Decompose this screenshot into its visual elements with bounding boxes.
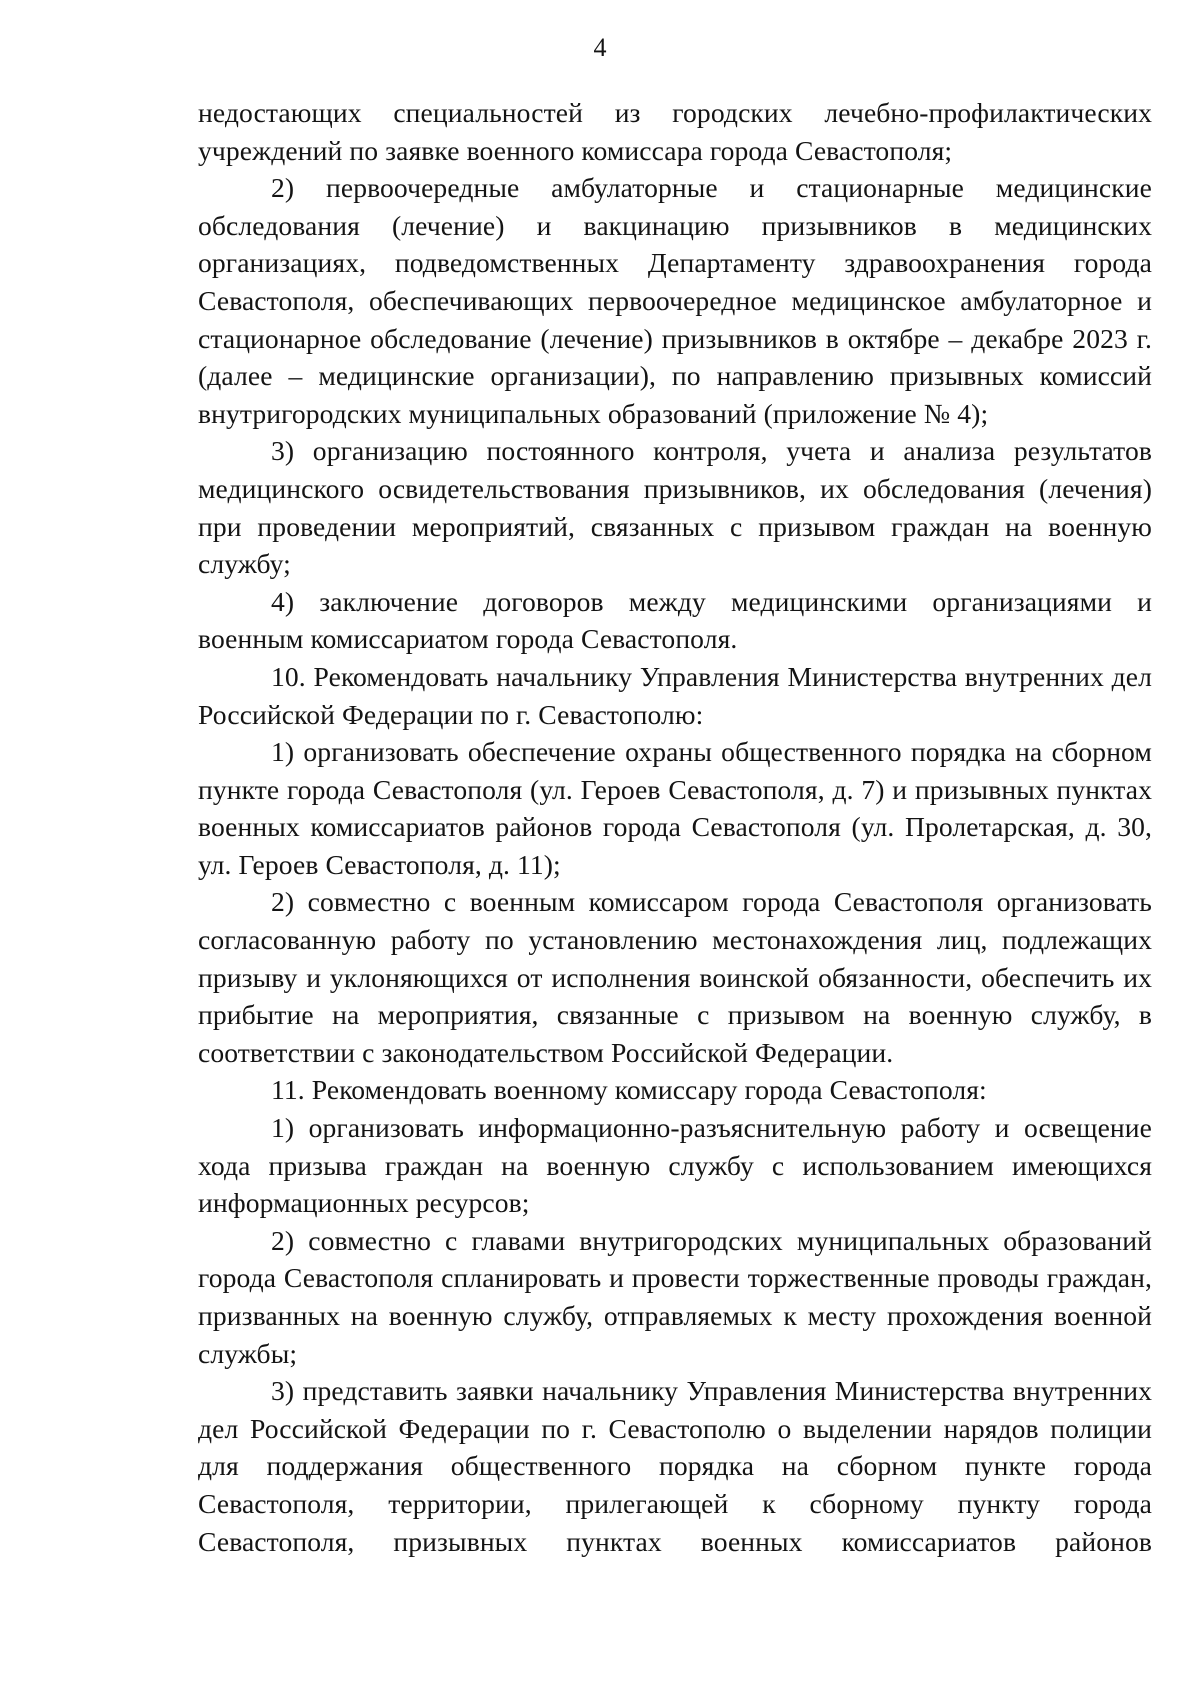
paragraph-continuation: недостающих специальностей из городских лечебно-профилактических учреждений по заявке военного комиссара города Севастополя;: [198, 97, 1152, 166]
paragraph-section-10-item-2: 2) совместно с военным комиссаром города Севастополя организовать согласованную работу по установлению местонахождения лиц, подлежащих призыву и уклоняющихся от исполнения воинской обязанности, обеспечить их прибытие на мероприятия, связанные с призывом на военную службу, в соответствии с законодательством Российской Федерации.: [198, 886, 1152, 1068]
paragraph-section-11-item-2: 2) совместно с главами внутригородских муниципальных образований города Севастополя спланировать и провести торжественные проводы граждан, призванных на военную службу, отправляемых к месту прохождения военной службы;: [198, 1224, 1152, 1369]
paragraph-section-10-item-1: 1) организовать обеспечение охраны общественного порядка на сборном пункте города Севастополя (ул. Героев Севастополя, д. 7) и призывных пунктах военных комиссариатов районов города Севастополя (ул. Пролетарская, д. 30, ул. Героев Севастополя, д. 11);: [198, 736, 1152, 880]
paragraph-item-3-control-analysis: 3) организацию постоянного контроля, учета и анализа результатов медицинского освидетельствования призывников, их обследования (лечения) при проведении мероприятий, связанных с призывом граждан на военную службу;: [198, 435, 1152, 580]
paragraph-section-11-item-1: 1) организовать информационно-разъяснительную работу и освещение хода призыва граждан на военную службу с использованием имеющихся информационных ресурсов;: [198, 1112, 1152, 1219]
paragraph-section-11: 11. Рекомендовать военному комиссару города Севастополя:: [271, 1074, 987, 1106]
document-body: [198, 94, 1152, 1560]
paragraph-section-10: 10. Рекомендовать начальнику Управления Министерства внутренних дел Российской Федерации по г. Севастополю:: [198, 660, 1152, 730]
paragraph-item-4-contracts: 4) заключение договоров между медицинскими организациями и военным комиссариатом города Севастополя.: [198, 585, 1152, 655]
paragraph-section-11-item-3: 3) представить заявки начальнику Управления Министерства внутренних дел Российской Федерации по г. Севастополю о выделении нарядов полиции для поддержания общественного порядка на сборном пункте города Севастополя, территории, прилегающей к сборному пункту города Севастополя, призывных пунктах военных комиссариатов районов: [198, 1375, 1152, 1557]
paragraph-item-2-medical-examinations: 2) первоочередные амбулаторные и стационарные медицинские обследования (лечение) и вакцинацию призывников в медицинских организациях, подведомственных Департаменту здравоохранения города Севастополя, обеспечивающих первоочередное медицинское амбулаторное и стационарное обследование (лечение) призывников в октябре – декабре 2023 г. (далее – медицинские организации), по направлению призывных комиссий внутригородских муниципальных образований (приложение № 4);: [198, 172, 1152, 429]
page-number: 4: [593, 33, 607, 62]
